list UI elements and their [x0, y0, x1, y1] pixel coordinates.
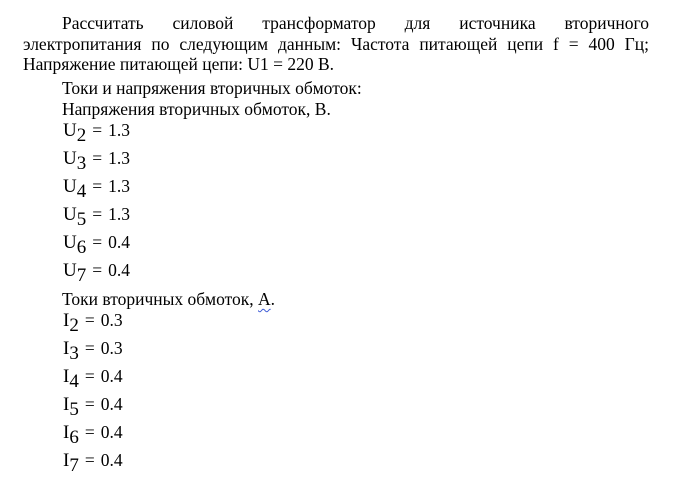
current-index: 6: [69, 427, 79, 448]
current-row: [63, 394, 123, 422]
task-line-2: электропитания по следующим данным: Частота питающей цепи f = 400 Гц;: [23, 33, 649, 54]
current-index: 4: [69, 371, 79, 392]
equals-sign: =: [84, 338, 95, 358]
heading-currents-text: Токи вторичных обмоток,: [62, 289, 259, 309]
current-row: [63, 450, 123, 478]
voltage-value: 0.4: [108, 260, 130, 280]
equals-sign: =: [84, 394, 95, 414]
current-symbol: I: [63, 366, 70, 387]
voltage-row: [63, 260, 130, 288]
equals-sign: =: [84, 422, 95, 442]
equals-sign: =: [84, 450, 95, 470]
current-row: [63, 310, 123, 338]
current-symbol: I: [63, 310, 70, 331]
current-row: [63, 366, 123, 394]
equals-sign: =: [92, 204, 103, 224]
voltage-value: 1.3: [108, 176, 130, 196]
current-symbol: I: [63, 338, 70, 359]
current-symbol: I: [63, 450, 70, 471]
task-line-1: [23, 13, 649, 34]
voltage-index: 6: [76, 237, 87, 258]
voltage-index: 4: [76, 181, 87, 202]
current-unit-spellcheck: А: [258, 289, 271, 309]
voltage-index: 5: [76, 209, 87, 230]
heading-currents-voltages: Токи и напряжения вторичных обмоток:: [62, 78, 362, 98]
current-row: [63, 422, 123, 450]
heading-currents-suffix: .: [270, 289, 276, 309]
voltage-value: 1.3: [108, 204, 130, 224]
voltage-row: [63, 232, 130, 260]
current-index: 3: [69, 343, 79, 364]
equals-sign: =: [92, 232, 103, 252]
task-line-1-text: Рассчитать силовой трансформатор для источника вторичного: [62, 13, 649, 33]
voltage-symbol: U: [63, 232, 77, 253]
voltage-index: 7: [76, 265, 87, 286]
current-value: 0.4: [100, 366, 123, 386]
current-value: 0.4: [100, 394, 123, 414]
task-paragraph: [23, 13, 649, 75]
voltage-row: [63, 120, 130, 148]
voltage-symbol: U: [63, 260, 77, 281]
voltage-row: [63, 204, 130, 232]
current-index: 5: [69, 399, 79, 420]
task-line-3: Напряжение питающей цепи: U1 = 220 В.: [23, 54, 335, 74]
equals-sign: =: [92, 176, 103, 196]
heading-voltages: Напряжения вторичных обмоток, В.: [62, 99, 331, 119]
equals-sign: =: [84, 310, 95, 330]
current-symbol: I: [63, 394, 70, 415]
voltage-symbol: U: [63, 120, 77, 141]
voltage-value: 0.4: [108, 232, 130, 252]
heading-currents: [62, 289, 275, 309]
equals-sign: =: [92, 120, 103, 140]
current-row: [63, 338, 123, 366]
equals-sign: =: [84, 366, 95, 386]
voltage-value: 1.3: [108, 148, 130, 168]
equals-sign: =: [92, 260, 103, 280]
current-value: 0.4: [100, 450, 123, 470]
voltage-symbol: U: [63, 148, 77, 169]
voltage-symbol: U: [63, 176, 77, 197]
current-value: 0.3: [100, 310, 123, 330]
current-value: 0.4: [100, 422, 123, 442]
voltage-symbol: U: [63, 204, 77, 225]
current-index: 2: [69, 315, 79, 336]
voltage-value: 1.3: [108, 120, 130, 140]
voltage-row: [63, 148, 130, 176]
current-index: 7: [69, 455, 79, 476]
equals-sign: =: [92, 148, 103, 168]
current-value: 0.3: [100, 338, 123, 358]
current-symbol: I: [63, 422, 70, 443]
voltage-index: 3: [76, 153, 87, 174]
voltage-row: [63, 176, 130, 204]
voltage-index: 2: [76, 125, 87, 146]
